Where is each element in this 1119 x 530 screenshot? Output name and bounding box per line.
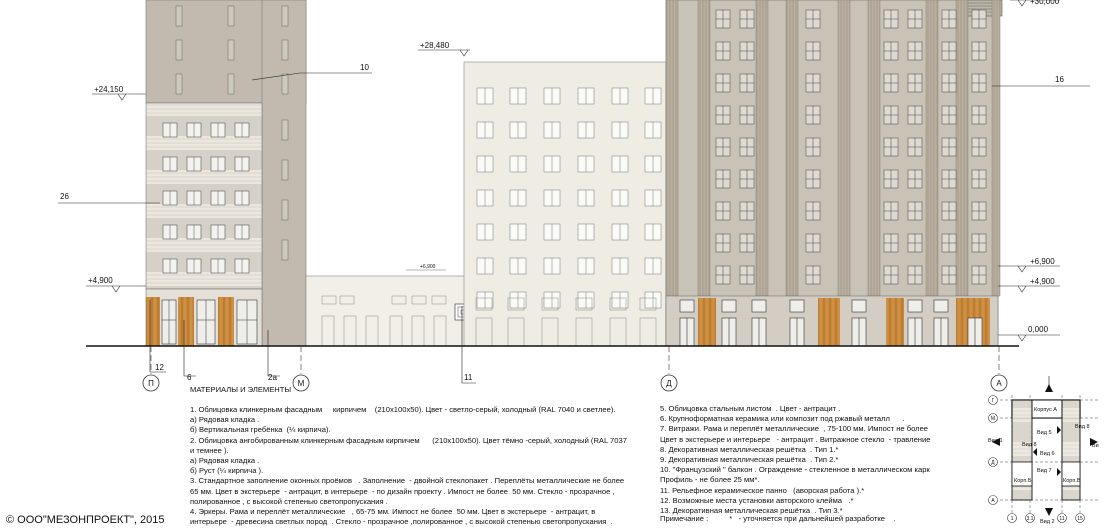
- callout-16: 16: [1055, 75, 1064, 84]
- level-b1-base: +4,900: [88, 276, 113, 285]
- kp-row-0: Г: [991, 398, 995, 404]
- footnote-text: - уточняется при дальнейшей разработке .: [738, 514, 896, 523]
- kp-view-1: Вид 8: [1022, 442, 1037, 448]
- footnote: [660, 514, 896, 524]
- kp-corp-v: Корп.В: [1063, 478, 1081, 484]
- transom-window: [752, 300, 766, 312]
- axis-d-label: Д: [666, 379, 672, 388]
- left-ground-floor: [146, 297, 257, 346]
- callout-26: 26: [60, 192, 69, 201]
- kp-row-2: Д: [991, 460, 995, 466]
- materials-left-item: а) Рядовая кладка .: [190, 415, 260, 425]
- transom-window: [680, 300, 694, 312]
- transom-window: [908, 300, 922, 312]
- level-b3-top: +30,000: [1030, 0, 1060, 6]
- transom-window: [722, 300, 736, 312]
- copyright: © ООО"МЕЗОНПРОЕКТ", 2015: [6, 514, 165, 526]
- level-b2-top: +28,480: [420, 41, 450, 50]
- kp-col-2: 11: [1059, 516, 1065, 522]
- kp-corp-b: Корп.Б: [1014, 478, 1032, 484]
- materials-left-item: 3. Стандартное заполнение оконных проёмов . Заполнение - двойной стеклопакет . Переплёты металлические не более: [190, 476, 625, 486]
- transom-window: [790, 300, 804, 312]
- transom-window: [852, 300, 866, 312]
- materials-right-item: 7. Витражи. Рама и переплёт металлические , 75-100 мм. Импост не более: [660, 424, 929, 434]
- facade-rib: [838, 0, 850, 296]
- kp-col-3: 15: [1077, 516, 1083, 522]
- materials-right-item: 8. Декоративная металлическая решётка . Тип 1.*: [660, 444, 839, 454]
- kp-view-5: Вид 1: [988, 438, 1003, 444]
- facade-rib: [698, 0, 710, 296]
- building-middle: [464, 62, 666, 346]
- facade-rib: [926, 0, 938, 296]
- materials-left-item: б) Вертикальная гребёнка (¼ кирпича).: [190, 425, 331, 435]
- kp-row-1: М: [990, 416, 996, 422]
- callout-2a: 2а: [268, 373, 277, 382]
- facade-rib: [956, 0, 968, 296]
- materials-list-right: [660, 404, 941, 516]
- kp-view-3: Вид 7: [1037, 468, 1052, 474]
- materials-left-item: полированное , с высокой степенью светопропускания .: [190, 496, 388, 506]
- facade-rib: [992, 0, 1000, 296]
- level-b1-top: +24,150: [94, 85, 124, 94]
- materials-list-left: [190, 405, 627, 527]
- key-plan: [988, 376, 1100, 525]
- materials-title: МАТЕРИАЛЫ И ЭЛЕМЕНТЫ: [190, 385, 292, 394]
- axis-a-label: А: [996, 379, 1002, 388]
- kp-corpus: Корпус А: [1034, 407, 1057, 413]
- building-middle-low: [306, 276, 471, 346]
- callout-11: 11: [464, 373, 473, 382]
- materials-left-item: 65 мм. Цвет в экстерьере - антрацит, в интерьере - по дизайн проекту . Импост не более 50 мм. Стекло - прозрачное ,: [190, 486, 615, 496]
- materials-left-item: 4. Эркеры. Рама и переплёт металлические , 65-75 мм. Импост не более 50 мм. Цвет в экстерьере - антрацит, в: [190, 507, 596, 517]
- kp-row-3: А: [991, 498, 995, 504]
- footnote-mark: *: [729, 514, 733, 523]
- kp-col-0: 1: [1010, 516, 1014, 522]
- kp-view-9: Ви: [1092, 443, 1099, 449]
- facade-rib: [868, 0, 880, 296]
- level-ground: 0,000: [1028, 325, 1049, 334]
- axis-m-label: М: [297, 379, 305, 388]
- materials-left-item: и темнее ).: [190, 445, 229, 455]
- materials-right-item: 11. Рельефное керамическое панно (аворская работа ).*: [660, 485, 865, 495]
- kp-view-0: Вид 5: [1037, 430, 1052, 436]
- materials-right-item: 9. Декоративная металлическая решётка . Тип 2.*: [660, 455, 839, 465]
- kp-view-4: Вид 8: [1075, 424, 1090, 430]
- facade-rib: [666, 0, 678, 296]
- materials-left-item: интерьере - древесина светлых пород . Стекло - прозрачное ,полированное , с высокой степенью светопропускания .: [190, 517, 613, 527]
- level-b3-l2: +4,900: [1030, 277, 1055, 286]
- materials-left-item: 1. Облицовка клинкерным фасадным кирпичем (210х100х50). Цвет - светло-серый, холодный (RAL 7040 и светлее).: [190, 405, 616, 414]
- materials-left-item: б) Руст (¼ кирпича ).: [190, 466, 264, 476]
- level-b2-podium: +6,900: [420, 264, 436, 270]
- facade-rib: [786, 0, 798, 296]
- materials-right-item: 6. Крупноформатная керамика или композит под ржавый металл .: [660, 414, 905, 424]
- kp-col-1: 3.1: [1026, 516, 1034, 522]
- materials-right-item: Цвет в экстерьере и интерьере - антрацит . Витражное стекло - травление: [660, 434, 931, 444]
- materials-right-item: 13. Декоративная металлическая решётка . Тип 3.*: [660, 506, 843, 516]
- kp-view-2: Вид 6: [1040, 451, 1055, 457]
- building-left: [146, 0, 306, 346]
- facade-rib: [756, 0, 768, 296]
- callout-10: 10: [360, 63, 369, 72]
- axis-p-label: П: [148, 379, 154, 388]
- materials-left-item: а) Рядовая кладка .: [190, 456, 260, 466]
- materials-right-item: 12. Возможные места установки авторского клейма .*: [660, 495, 854, 505]
- callout-12: 12: [155, 363, 164, 372]
- materials-left-item: 2. Облицовка ангобированным клинкерным фасадным кирпичем (210х100х50). Цвет тёмно -серый, холодный (RAL 7037: [190, 435, 627, 445]
- transom-window: [934, 300, 948, 312]
- kp-view-6: Вид 2: [1040, 519, 1055, 525]
- materials-right-item: 10. "Французский " балкон . Ограждение - стекленное в металлическом карк: [660, 465, 930, 475]
- materials-right-item: 5. Облицовка стальным листом . Цвет - антрацит .: [660, 404, 841, 413]
- building-right: [666, 0, 1002, 346]
- callout-6: 6: [187, 373, 192, 382]
- level-b3-l1: +6,900: [1030, 257, 1055, 266]
- footnote-label: Примечание :: [660, 514, 709, 523]
- materials-right-item: Профиль - не более 25 мм*.: [660, 475, 760, 485]
